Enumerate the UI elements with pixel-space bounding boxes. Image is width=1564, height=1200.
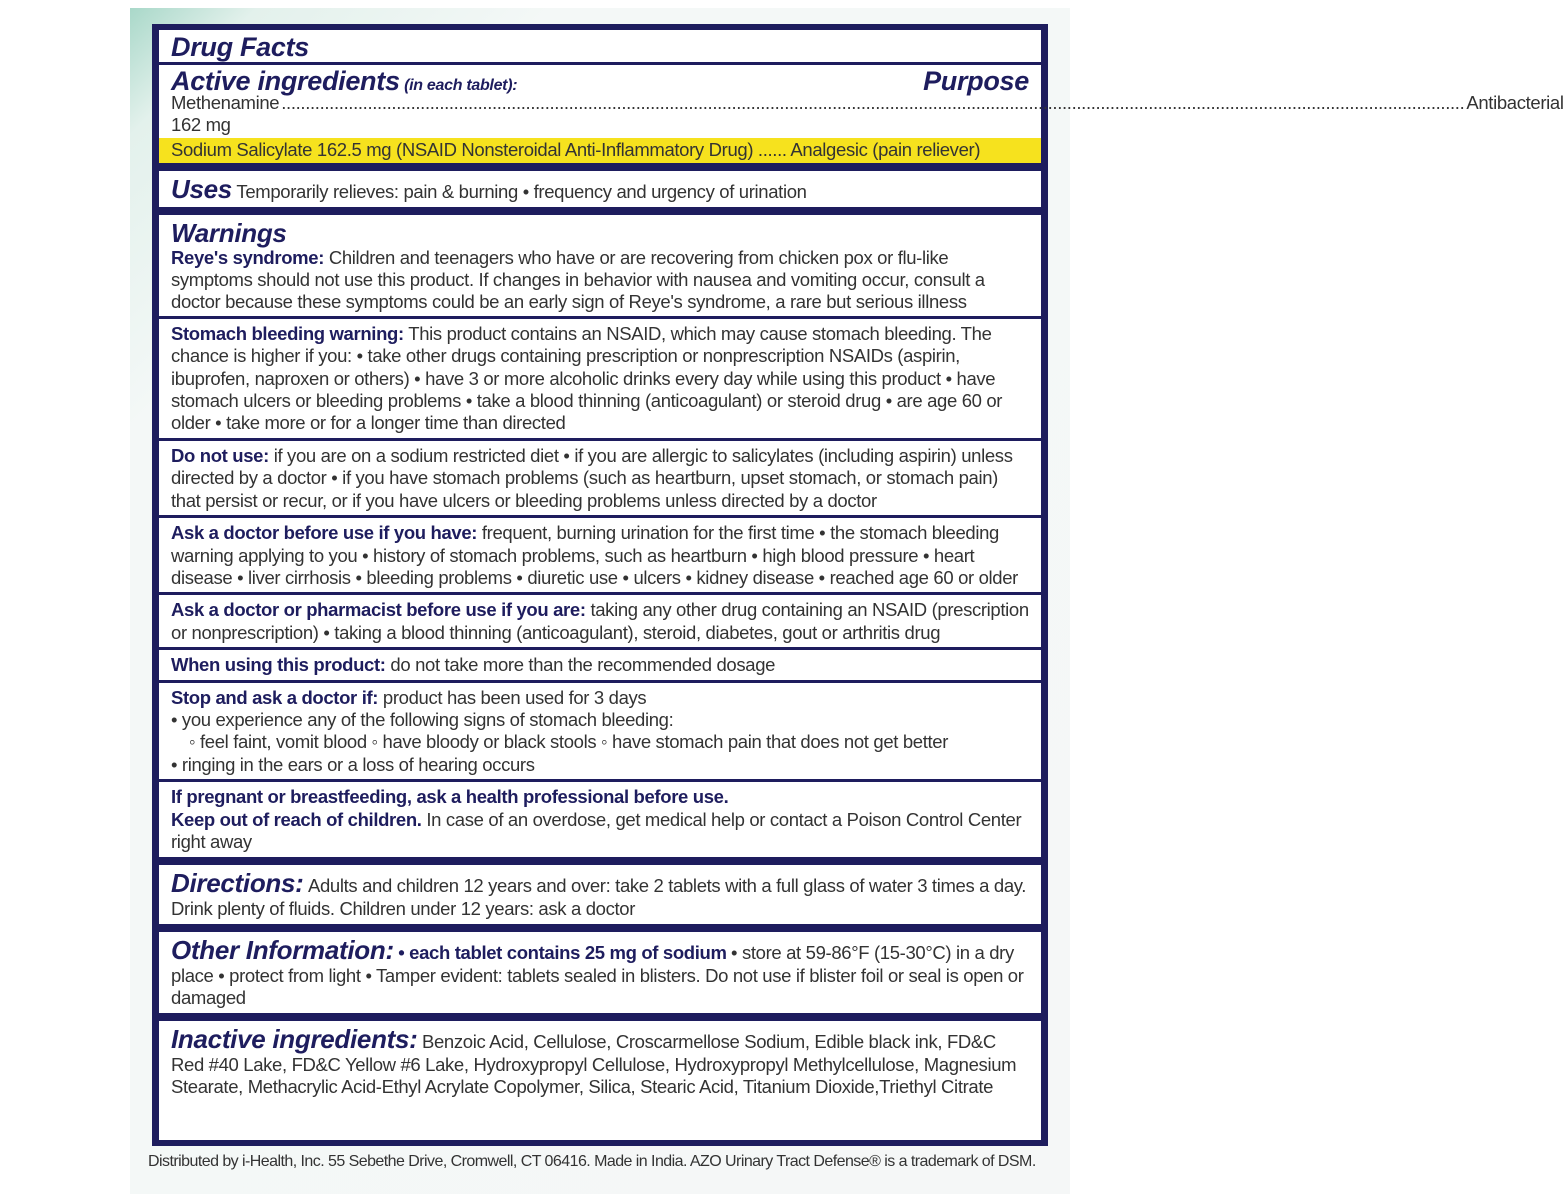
when-using-warning	[171, 654, 1029, 676]
keepout-label: Keep out of reach of children.	[171, 808, 422, 830]
other-information-heading: Other Information:	[171, 935, 394, 966]
inactive-ingredients-heading: Inactive ingredients:	[171, 1024, 418, 1055]
inactive-ingredients-section	[159, 1021, 1041, 1140]
other-information-section	[159, 932, 1041, 1013]
askdoc-label: Ask a doctor before use if you have:	[171, 522, 478, 544]
donot-text: if you are on a sodium restricted diet • if you are allergic to salicylates (including aspirin) unless directed by a doctor • if you have stomach problems (such as heartburn, upset stomach, or stomach pain) that persist or recur, or if you have ulcers or bleeding problems unless directed by a doctor	[171, 444, 1013, 511]
ask-pharmacist-warning	[171, 599, 1029, 644]
leader-dots: .......................................................................................................................................................................................................................................................	[281, 92, 1465, 113]
drug-facts-title: Drug Facts	[171, 32, 310, 62]
ingredient-methenamine: Methenamine 162 mg	[171, 92, 280, 136]
active-ingredients-section	[159, 62, 1564, 163]
inactive-ingredients-text: Benzoic Acid, Cellulose, Croscarmellose Sodium, Edible black ink, FD&C Red #40 Lake, FD&C Yellow #6 Lake, Hydroxypropyl Cellulose, Hydroxypropyl Methylcellulose, Magnesium Stearate, Methacrylic Acid-Ethyl Acrylate Copolymer, Silica, Stearic Acid, Titanium Dioxide,Triethyl Citrate	[171, 1031, 1017, 1098]
stop-line-ringing: • ringing in the ears or a loss of hearing occurs	[171, 753, 535, 775]
uses-text: Temporarily relieves: pain & burning • frequency and urgency of urination	[236, 181, 807, 203]
warnings-heading: Warnings	[171, 217, 287, 248]
keepout-text: In case of an overdose, get medical help or contact a Poison Control Center right away	[171, 808, 1022, 852]
do-not-use-section	[159, 438, 1041, 515]
reyes-text: Children and teenagers who have or are recovering from chicken pox or flu-like symptoms should not use this product. If changes in behavior with nausea and vomiting occur, consult a doctor because these symptoms could be an early sign of Reye's syndrome, a rare but serious illness	[171, 246, 985, 313]
uses-heading: Uses	[171, 174, 232, 205]
uses-section	[159, 171, 1041, 206]
active-ingredients-note: (in each tablet):	[404, 77, 518, 94]
distributor-footer: Distributed by i-Health, Inc. 55 Sebethe Drive, Cromwell, CT 06416. Made in India. AZO Urinary Tract Defense® is a trademark of DSM.	[148, 1153, 1036, 1170]
stop-use-section	[159, 680, 1041, 780]
stop-use-warning	[171, 687, 1029, 709]
stop-text: product has been used for 3 days	[382, 686, 647, 708]
stop-line-signs: • you experience any of the following signs of stomach bleeding:	[171, 708, 674, 730]
ingredient-row-sodium-salicylate: Sodium Salicylate 162.5 mg (NSAID Nonsteroidal Anti-Inflammatory Drug) ...... Analgesic (pain reliever)	[159, 138, 1041, 163]
ask-doctor-warning	[171, 522, 1029, 589]
ask-doctor-section	[159, 515, 1041, 592]
purpose-antibacterial: Antibacterial	[1466, 92, 1564, 113]
directions-text: Adults and children 12 years and over: take 2 tablets with a full glass of water 3 times a day. Drink plenty of fluids. Children under 12 years: ask a doctor	[171, 875, 1027, 919]
stomach-bleeding-section	[159, 316, 1041, 438]
askpharm-label: Ask a doctor or pharmacist before use if you are:	[171, 599, 586, 621]
whenusing-text: do not take more than the recommended dosage	[390, 654, 776, 676]
askpharm-text: taking any other drug containing an NSAID (prescription or nonprescription) • taking a blood thinning (anticoagulant), steroid, diabetes, gout or arthritis drug	[171, 599, 1029, 643]
drug-facts-title-section	[159, 30, 1041, 62]
active-ingredients-heading: Active ingredients	[171, 66, 400, 96]
whenusing-label: When using this product:	[171, 654, 386, 676]
other-information-text: • store at 59-86°F (15-30°C) in a dry place • protect from light • Tamper evident: tablets sealed in blisters. Do not use if blister foil or seal is open or damaged	[171, 942, 1024, 1008]
askdoc-text: frequent, burning urination for the first time • the stomach bleeding warning applying to you • history of stomach problems, such as heartburn • high blood pressure • heart disease • liver cirrhosis • bleeding problems • diuretic use • ulcers • kidney disease • reached age 60 or older	[171, 522, 1018, 588]
stomach-label: Stomach bleeding warning:	[171, 322, 404, 344]
donot-label: Do not use:	[171, 444, 269, 466]
when-using-section	[159, 647, 1041, 679]
sodium-content: • each tablet contains 25 mg of sodium	[398, 942, 727, 964]
reyes-label: Reye's syndrome:	[171, 246, 325, 268]
reyes-syndrome-warning	[171, 247, 1029, 314]
drug-facts-panel	[152, 24, 1564, 1146]
do-not-use-warning	[171, 445, 1029, 512]
keep-out-warning	[171, 809, 1029, 854]
stop-line-symptoms: ◦ feel faint, vomit blood ◦ have bloody or black stools ◦ have stomach pain that does not get better	[189, 731, 949, 753]
purpose-heading: Purpose	[923, 66, 1029, 96]
directions-section	[159, 865, 1041, 924]
warnings-section	[159, 215, 1041, 316]
stomach-bleeding-warning	[171, 323, 1029, 435]
ask-pharmacist-section	[159, 592, 1041, 647]
stop-label: Stop and ask a doctor if:	[171, 686, 379, 708]
ingredient-row-methenamine	[171, 92, 1564, 137]
pregnancy-section	[159, 779, 1041, 857]
stomach-text: This product contains an NSAID, which may cause stomach bleeding. The chance is higher if you: • take other drugs containing prescription or nonprescription NSAIDs (aspirin, ibuprofen, naproxen or others) • have 3 or more alcoholic drinks every day while using this product • have stomach ulcers or bleeding problems • take a blood thinning (anticoagulant) or steroid drug • are age 60 or older • take more or for a longer time than directed	[171, 322, 1003, 434]
directions-heading: Directions:	[171, 868, 304, 899]
pregnancy-warning: If pregnant or breastfeeding, ask a health professional before use.	[171, 786, 729, 808]
